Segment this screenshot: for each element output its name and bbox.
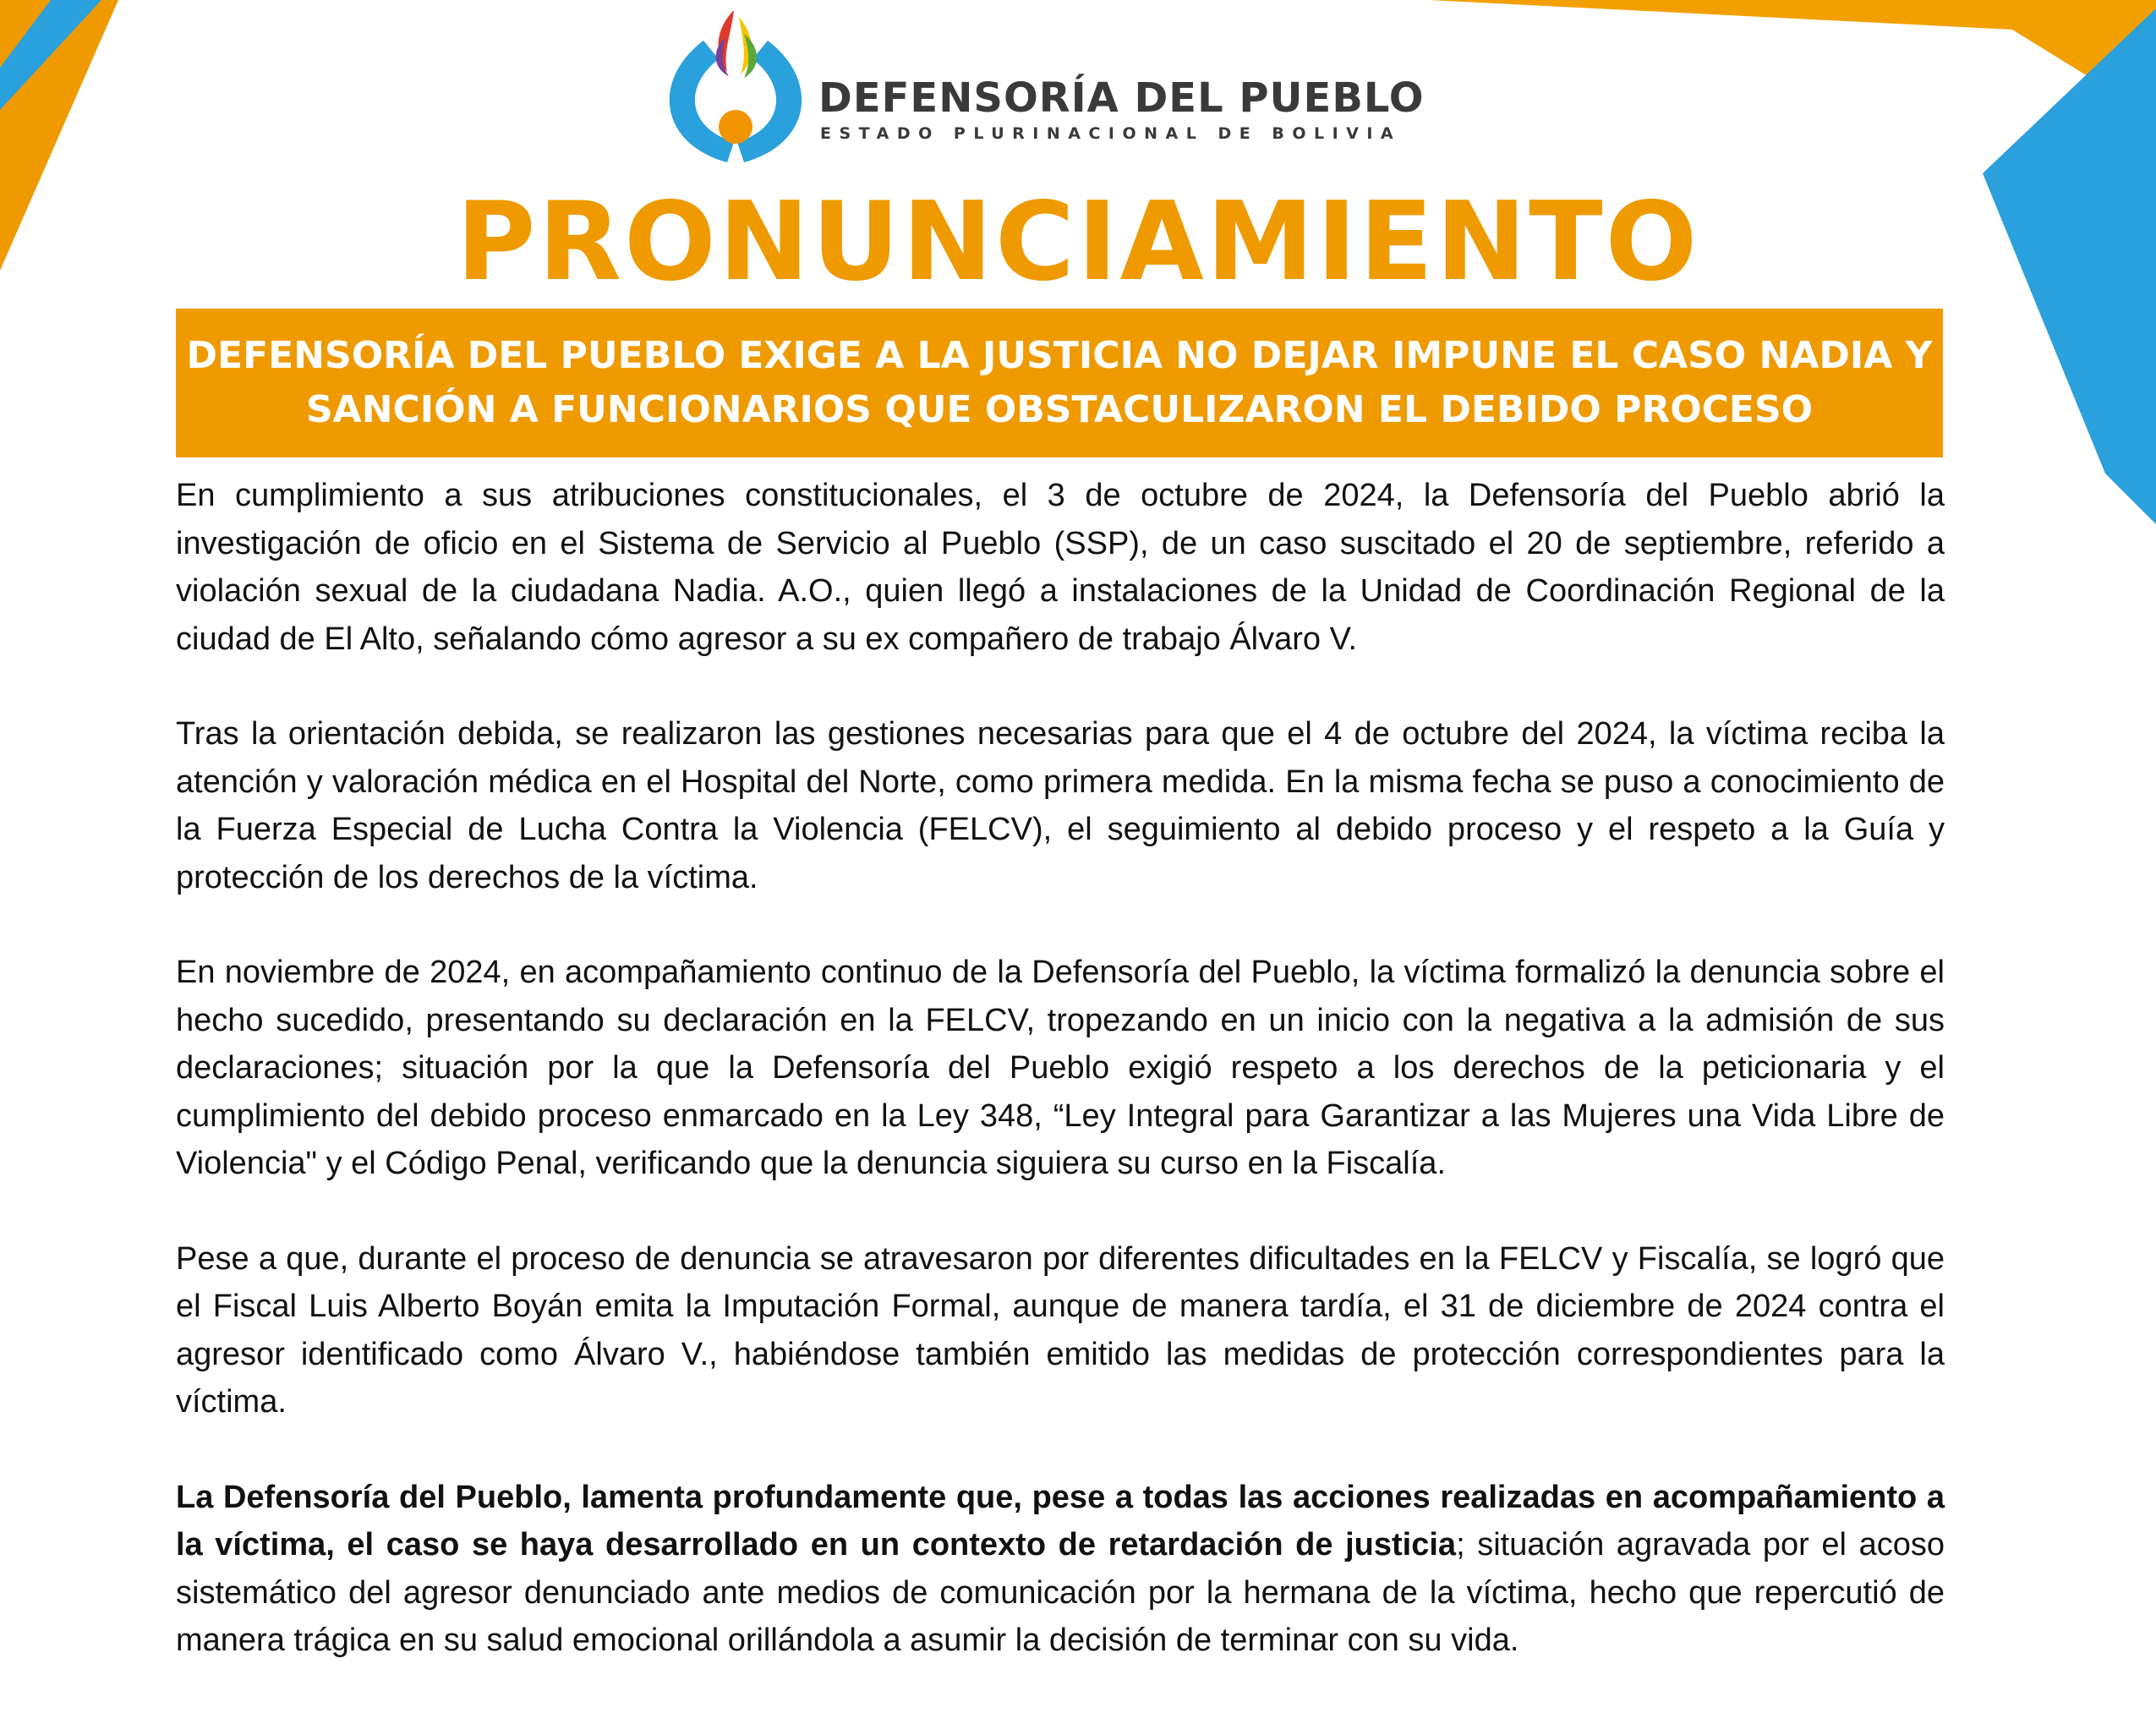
paragraph-1: En cumplimiento a sus atribuciones constitucionales, el 3 de octubre de 2024, la Defensoría del Pueblo abrió la investigación de oficio en el Sistema de Servicio al Pueblo (SSP), de un caso suscitado el 20 de septiembre, referido a violación sexual de la ciudadana Nadia. A.O., quien llegó a instalaciones de la Unidad de Coordinación Regional de la ciudad de El Alto, señalando cómo agresor a su ex compañero de trabajo Álvaro V. bbox=[176, 478, 1945, 657]
headline-banner bbox=[176, 309, 1943, 457]
document-body bbox=[176, 472, 1945, 1712]
orange-corner-top-right bbox=[1429, 0, 2156, 118]
paragraph-5-bold: La Defensoría del Pueblo, lamenta profundamente que, pese a todas las acciones realizadas en acompañamiento a la víctima, el caso se haya desarrollado en un contexto de retardación de justicia bbox=[176, 1479, 1945, 1562]
brand-subtitle: ESTADO PLURINACIONAL DE BOLIVIA bbox=[820, 124, 1402, 143]
paragraph-5-rest: ; situación agravada por el acoso sistemático del agresor denunciado ante medios de comunicación por la hermana de la víctima, hecho que repercutió de manera trágica en su salud emocional orillándola a asumir la decisión de terminar con su vida. bbox=[176, 1527, 1945, 1658]
brand-name: DEFENSORÍA DEL PUEBLO bbox=[818, 74, 1425, 122]
paragraph-4: Pese a que, durante el proceso de denuncia se atravesaron por diferentes dificultades en la FELCV y Fiscalía, se logró que el Fiscal Luis Alberto Boyán emita la Imputación Formal, aunque de manera tardía, el 31 de diciembre de 2024 contra el agresor identificado como Álvaro V., habiéndose también emitido las medidas de protección correspondientes para la víctima. bbox=[176, 1240, 1945, 1420]
paragraph-3: En noviembre de 2024, en acompañamiento continuo de la Defensoría del Pueblo, la víctima formalizó la denuncia sobre el hecho sucedido, presentando su declaración en la FELCV, tropezando en un inicio con la negativa a la admisión de sus declaraciones; situación por la que la Defensoría del Pueblo exigió respeto a los derechos de la peticionaria y el cumplimiento del debido proceso enmarcado en la Ley 348, “Ley Integral para Garantizar a las Mujeres una Vida Libre de Violencia" y el Código Penal, verificando que la denuncia siguiera su curso en la Fiscalía. bbox=[176, 955, 1945, 1181]
paragraph-2: Tras la orientación debida, se realizaron las gestiones necesarias para que el 4 de octubre del 2024, la víctima reciba la atención y valoración médica en el Hospital del Norte, como primera medida. En la misma fecha se puso a conocimiento de la Fuerza Especial de Lucha Contra la Violencia (FELCV), el seguimiento al debido proceso y el respeto a la Guía y protección de los derechos de la víctima. bbox=[176, 716, 1945, 895]
page-title: PRONUNCIAMIENTO bbox=[456, 179, 1700, 305]
headline-line-2: SANCIÓN A FUNCIONARIOS QUE OBSTACULIZARON EL DEBIDO PROCESO bbox=[305, 388, 1814, 431]
paragraph-5 bbox=[176, 1474, 1945, 1665]
headline-line-1: DEFENSORÍA DEL PUEBLO EXIGE A LA JUSTICIA NO DEJAR IMPUNE EL CASO NADIA Y bbox=[186, 334, 1933, 377]
logo-orange-dot bbox=[719, 110, 752, 144]
